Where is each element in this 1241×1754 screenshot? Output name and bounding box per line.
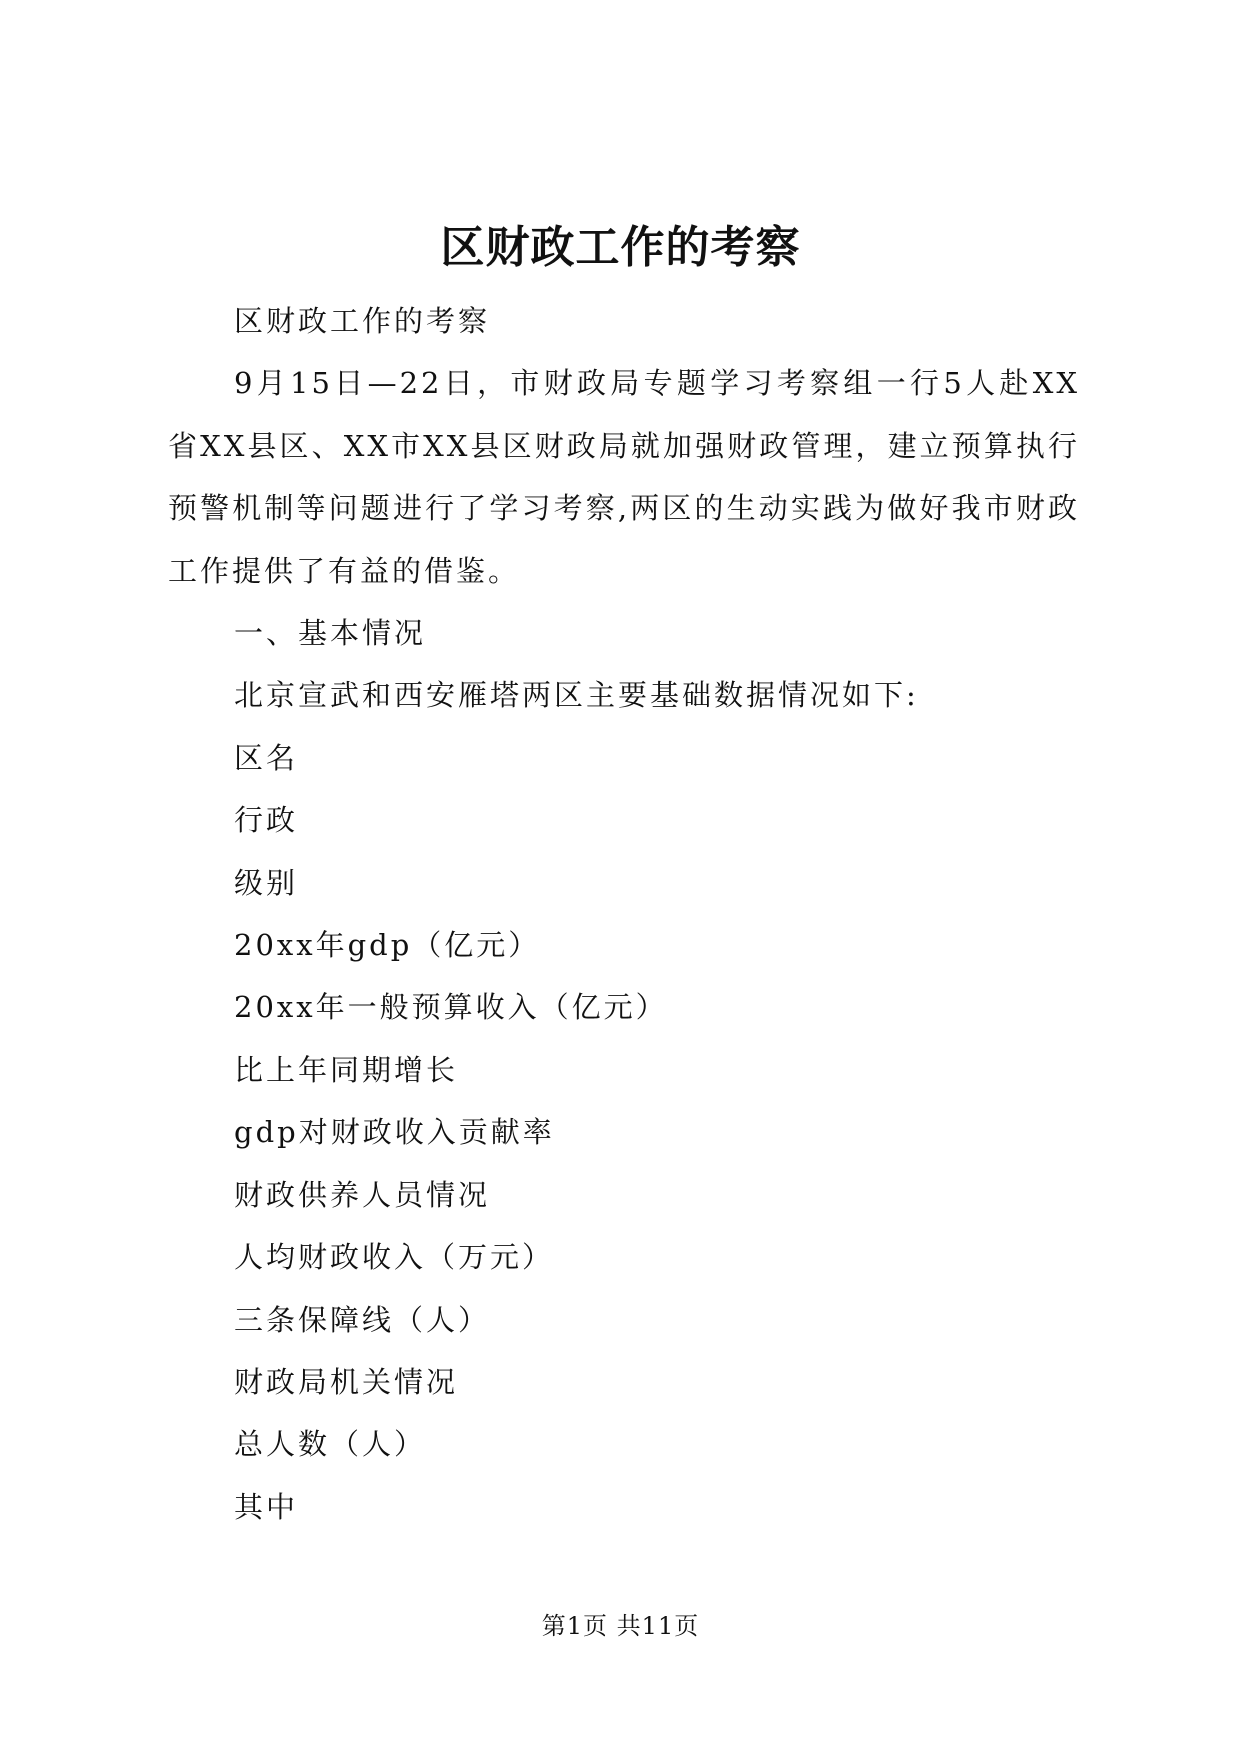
table-item: 财政局机关情况 <box>234 1364 459 1399</box>
section-heading: 一、基本情况 <box>234 616 427 651</box>
table-item: 三条保障线（人） <box>234 1302 491 1337</box>
table-item: gdp对财政收入贡献率 <box>234 1115 555 1150</box>
table-intro: 北京宣武和西安雁塔两区主要基础数据情况如下: <box>234 678 919 713</box>
intro-paragraph: 9月15日—22日，市财政局专题学习考察组一行5人赴XX省XX县区、XX市XX县区财政局就加强财政管理，建立预算执行预警机制等问题进行了学习考察,两区的生动实践为做好我市财政工作提供了有益的借鉴。 <box>168 366 1080 588</box>
table-item: 其中 <box>234 1489 299 1524</box>
table-item: 行政 <box>234 803 299 838</box>
document-title: 区财政工作的考察 <box>440 222 801 273</box>
page-footer: 第1页 共11页 <box>541 1612 700 1640</box>
subtitle-line: 区财政工作的考察 <box>234 304 491 338</box>
table-item: 总人数（人） <box>234 1427 427 1462</box>
document-body <box>168 290 1080 1538</box>
table-item: 区名 <box>234 740 299 775</box>
table-item: 财政供养人员情况 <box>234 1177 491 1212</box>
table-item: 20xx年一般预算收入（亿元） <box>234 990 668 1025</box>
table-item: 比上年同期增长 <box>234 1052 459 1087</box>
table-item: 人均财政收入（万元） <box>234 1240 555 1275</box>
table-item: 级别 <box>234 865 299 900</box>
table-item: 20xx年gdp（亿元） <box>234 928 541 963</box>
